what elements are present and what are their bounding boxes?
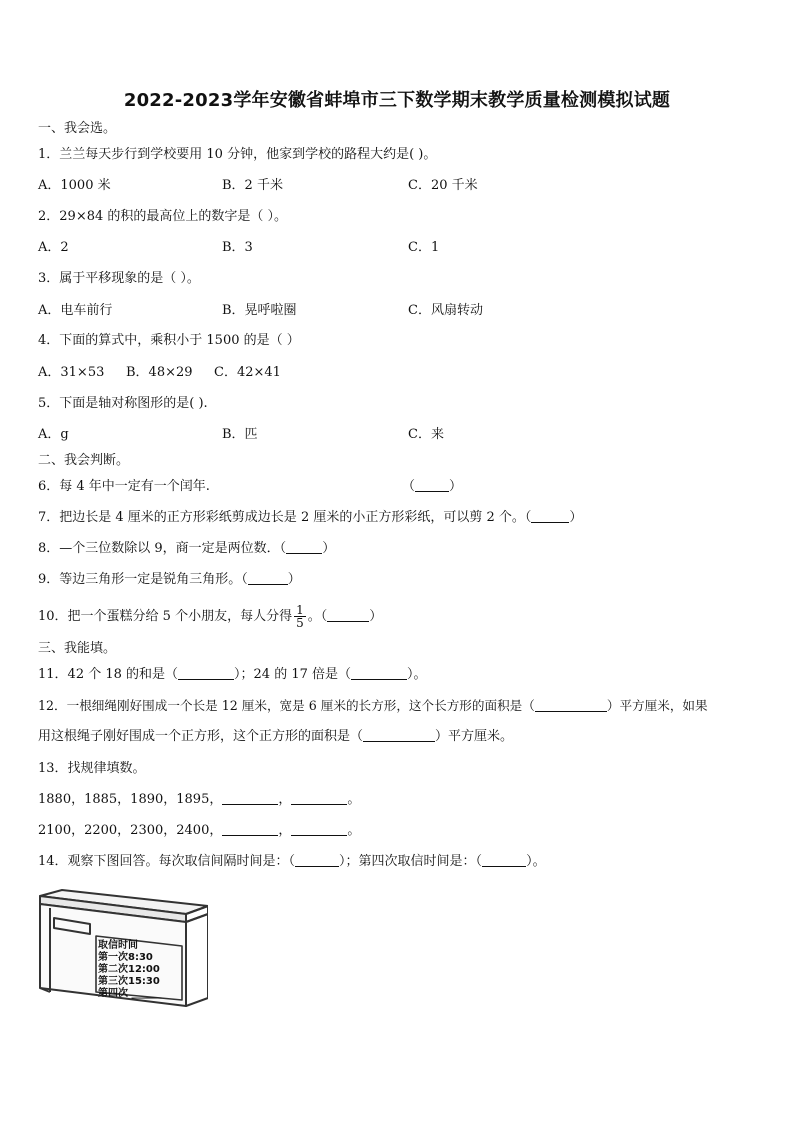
mailbox-heading: 取信时间 xyxy=(98,940,138,951)
question-2: 2．29×84 的积的最高位上的数字是（ ）。 xyxy=(38,209,288,224)
answer-blank[interactable] xyxy=(415,478,449,492)
answer-blank[interactable] xyxy=(531,509,569,523)
q2-option-c: C．1 xyxy=(408,240,440,255)
q4-option-b: B．48×29 xyxy=(126,365,193,380)
answer-blank[interactable] xyxy=(482,853,526,867)
answer-blank[interactable] xyxy=(351,666,407,680)
section-heading-choice: 一、我会选。 xyxy=(38,121,117,136)
question-10: 10．把一个蛋糕分给 5 个小朋友，每人分得 $\frac{1}{5}$ 。（ ） xyxy=(38,603,383,630)
answer-blank[interactable] xyxy=(295,853,339,867)
question-7: 7．把边长是 4 厘米的正方形彩纸剪成边长是 2 厘米的小正方形彩纸，可以剪 2 个。（ ） xyxy=(38,510,583,525)
mailbox-row-2: 第二次12:00 xyxy=(98,964,160,975)
q2-option-b: B．3 xyxy=(222,240,253,255)
question-5: 5．下面是轴对称图形的是( ). xyxy=(38,396,208,411)
question-1: 1．兰兰每天步行到学校要用 10 分钟，他家到学校的路程大约是( )。 xyxy=(38,147,437,162)
q5-option-b: B．匹 xyxy=(222,427,258,442)
q3-option-c: C．风扇转动 xyxy=(408,303,483,318)
answer-blank[interactable] xyxy=(291,791,347,805)
mailbox-row-1: 第一次8:30 xyxy=(98,952,153,963)
q3-option-b: B．晃呼啦圈 xyxy=(222,303,297,318)
q2-option-a: A．2 xyxy=(38,240,69,255)
mailbox-row-4: 第四次 ______ xyxy=(98,988,162,999)
answer-blank[interactable] xyxy=(222,791,278,805)
q1-option-b: B．2 千米 xyxy=(222,178,283,193)
answer-blank[interactable] xyxy=(222,822,278,836)
answer-blank[interactable] xyxy=(248,571,288,585)
section-heading-fill: 三、我能填。 xyxy=(38,641,117,656)
answer-blank[interactable] xyxy=(291,822,347,836)
question-11: 11．42 个 18 的和是（ ）；24 的 17 倍是（ ）。 xyxy=(38,667,427,682)
question-12-line-1: 12．一根细绳刚好围成一个长是 12 厘米，宽是 6 厘米的长方形，这个长方形的面积是（ ）平方厘米，如果 xyxy=(38,698,708,713)
answer-blank[interactable] xyxy=(327,608,369,622)
answer-blank[interactable] xyxy=(286,540,322,554)
question-8: 8．—个三位数除以 9，商一定是两位数．（ ） xyxy=(38,541,336,556)
fraction-one-fifth: $\frac{1}{5}$ xyxy=(296,603,304,630)
question-13: 13．找规律填数。 xyxy=(38,761,146,776)
q5-option-c: C．来 xyxy=(408,427,444,442)
q4-option-c: C．42×41 xyxy=(214,365,281,380)
question-9: 9．等边三角形一定是锐角三角形。（ ） xyxy=(38,572,301,587)
sequence-2: 2100，2200，2300，2400， ， 。 xyxy=(38,823,361,838)
question-3: 3．属于平移现象的是（ ）。 xyxy=(38,271,200,286)
question-14: 14．观察下图回答。每次取信间隔时间是：（ ）；第四次取信时间是：（ ）。 xyxy=(38,854,546,869)
q1-option-c: C．20 千米 xyxy=(408,178,478,193)
q4-option-a: A．31×53 xyxy=(38,365,105,380)
answer-blank[interactable] xyxy=(178,666,234,680)
answer-blank[interactable] xyxy=(535,698,607,712)
answer-blank[interactable] xyxy=(363,728,435,742)
q3-option-a: A．电车前行 xyxy=(38,303,113,318)
sequence-1: 1880，1885，1890，1895， ， 。 xyxy=(38,792,361,807)
question-4: 4．下面的算式中，乘积小于 1500 的是（ ） xyxy=(38,333,300,348)
q6-answer-slot[interactable]: （ ） xyxy=(402,479,463,494)
mailbox-row-3: 第三次15:30 xyxy=(98,976,160,987)
section-heading-judge: 二、我会判断。 xyxy=(38,453,130,468)
q1-option-a: A．1000 米 xyxy=(38,178,111,193)
q5-option-a: A．g xyxy=(38,427,69,442)
page-title: 2022-2023学年安徽省蚌埠市三下数学期末教学质量检测模拟试题 xyxy=(123,90,671,111)
question-6: 6．每 4 年中一定有一个闰年. xyxy=(38,479,210,494)
question-12-line-2: 用这根绳子刚好围成一个正方形，这个正方形的面积是（ ）平方厘米。 xyxy=(38,729,514,744)
